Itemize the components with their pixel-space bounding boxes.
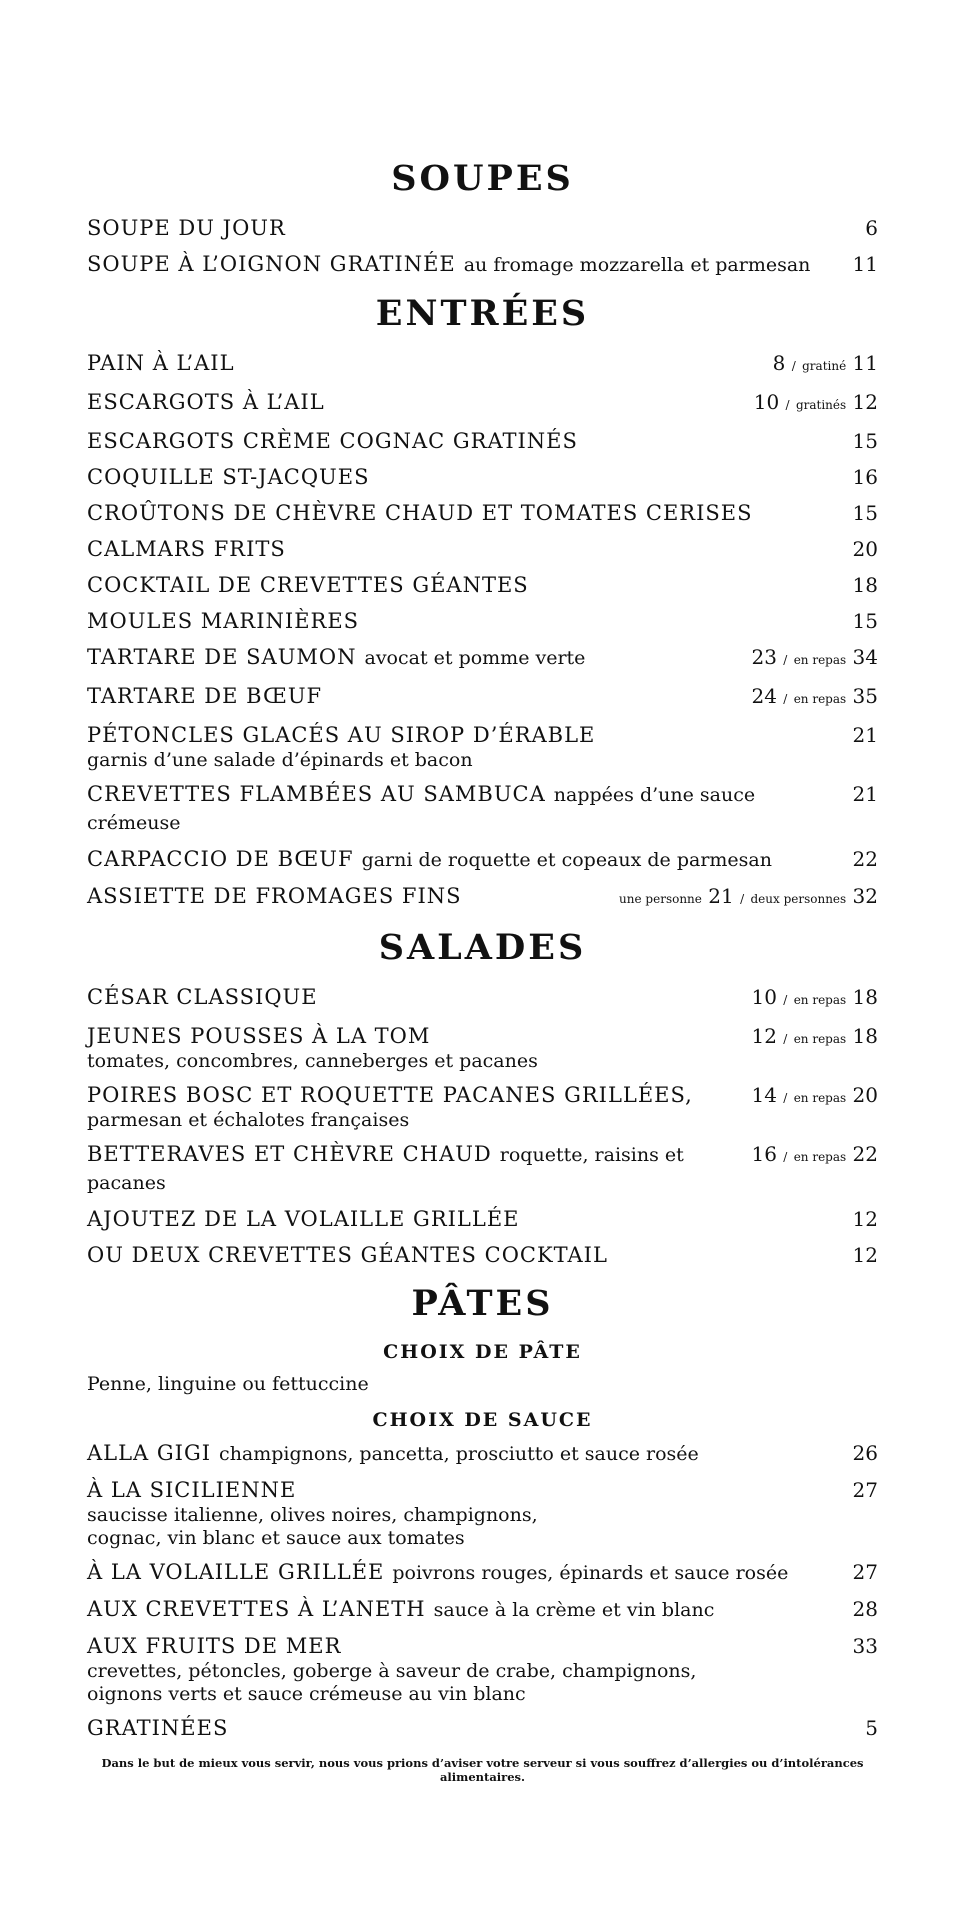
price-base: 21 xyxy=(708,884,734,908)
menu-item xyxy=(87,1558,878,1587)
price-separator: / xyxy=(740,892,745,906)
item-subdescription: cognac, vin blanc et sauce aux tomates xyxy=(87,1527,465,1549)
menu-item xyxy=(87,607,878,635)
item-name: AUX FRUITS DE MER xyxy=(87,1634,342,1658)
price-separator: / xyxy=(785,398,790,412)
item-name: ESCARGOTS À L’AIL xyxy=(87,390,325,414)
item-name: SOUPE À L’OIGNON GRATINÉE xyxy=(87,252,456,276)
price-alt: 12 xyxy=(852,390,878,414)
price-alt: 34 xyxy=(852,645,878,669)
item-price: 15 xyxy=(852,609,878,633)
item-name: À LA VOLAILLE GRILLÉE xyxy=(87,1560,385,1584)
menu-item xyxy=(87,780,878,837)
item-name: SOUPE DU JOUR xyxy=(87,216,286,240)
item-subdescription: crevettes, pétoncles, goberge à saveur de crabe, champignons, xyxy=(87,1660,697,1682)
item-price xyxy=(754,388,878,419)
item-name: AJOUTEZ DE LA VOLAILLE GRILLÉE xyxy=(87,1207,520,1231)
item-subdescription: garnis d’une salade d’épinards et bacon xyxy=(87,749,473,771)
section-title-pates: PÂTES xyxy=(411,1283,554,1324)
item-price xyxy=(619,882,878,913)
choix-pate-text: Penne, linguine ou fettuccine xyxy=(87,1373,369,1395)
item-name: OU DEUX CREVETTES GÉANTES COCKTAIL xyxy=(87,1243,608,1267)
item-name: MOULES MARINIÈRES xyxy=(87,609,360,633)
price-base: 10 xyxy=(751,985,777,1009)
section-salades xyxy=(87,927,878,1269)
item-description: roquette, raisins et pacanes xyxy=(87,1144,684,1194)
price-label: en repas xyxy=(793,1091,847,1105)
price-separator: / xyxy=(783,1032,788,1046)
item-price xyxy=(751,1081,878,1112)
item-price: 12 xyxy=(852,1207,878,1231)
price-alt: 35 xyxy=(852,684,878,708)
item-name: TARTARE DE SAUMON xyxy=(87,645,357,669)
price-alt: 11 xyxy=(852,351,878,375)
menu-item xyxy=(87,721,878,772)
price-label: gratiné xyxy=(802,359,847,373)
menu-item xyxy=(87,643,878,674)
menu-item xyxy=(87,1241,878,1269)
item-price xyxy=(751,643,878,674)
item-price: 11 xyxy=(852,252,878,276)
item-name: ASSIETTE DE FROMAGES FINS xyxy=(87,884,462,908)
item-name: COCKTAIL DE CREVETTES GÉANTES xyxy=(87,573,529,597)
menu-item xyxy=(87,349,878,380)
menu-item xyxy=(87,1022,878,1073)
price-separator: / xyxy=(783,653,788,667)
price-label: en repas xyxy=(793,1150,847,1164)
item-name: PÉTONCLES GLACÉS AU SIROP D’ÉRABLE xyxy=(87,723,596,747)
section-soupes xyxy=(87,158,878,279)
item-price: 18 xyxy=(852,573,878,597)
item-price: 15 xyxy=(852,501,878,525)
item-description: nappées d’une sauce crémeuse xyxy=(87,784,756,834)
menu-item xyxy=(87,1714,878,1742)
item-subdescription: saucisse italienne, olives noires, champignons, xyxy=(87,1504,538,1526)
price-alt: 18 xyxy=(852,1024,878,1048)
choix-sauce-heading: CHOIX DE SAUCE xyxy=(372,1409,593,1431)
price-separator: / xyxy=(783,1091,788,1105)
price-label: gratinés xyxy=(795,398,847,412)
price-separator: / xyxy=(783,993,788,1007)
price-alt: 22 xyxy=(852,1142,878,1166)
price-separator: / xyxy=(791,359,796,373)
item-price: 5 xyxy=(865,1716,878,1740)
price-label: en repas xyxy=(793,692,847,706)
menu-item xyxy=(87,214,878,242)
item-price: 15 xyxy=(852,429,878,453)
price-base: 10 xyxy=(753,390,780,414)
menu-item xyxy=(87,983,878,1014)
menu-item xyxy=(87,427,878,455)
price-alt: 20 xyxy=(852,1083,878,1107)
item-name: JEUNES POUSSES À LA TOM xyxy=(87,1024,431,1048)
item-price xyxy=(751,983,878,1014)
price-label: deux personnes xyxy=(750,892,847,906)
menu-item xyxy=(87,682,878,713)
menu-item xyxy=(87,882,878,913)
price-base: 23 xyxy=(751,645,777,669)
item-subdescription: tomates, concombres, canneberges et pacanes xyxy=(87,1050,538,1072)
item-price: 16 xyxy=(852,465,878,489)
item-name: COQUILLE ST-JACQUES xyxy=(87,465,370,489)
item-name: PAIN À L’AIL xyxy=(87,351,235,375)
price-label: en repas xyxy=(793,1032,847,1046)
menu-item xyxy=(87,1140,878,1197)
item-price: 21 xyxy=(852,782,878,806)
item-subdescription: oignons verts et sauce crémeuse au vin blanc xyxy=(87,1683,526,1705)
item-price: 22 xyxy=(852,847,878,871)
item-price: 20 xyxy=(852,537,878,561)
price-separator: / xyxy=(783,692,788,706)
item-price: 12 xyxy=(852,1243,878,1267)
allergy-footnote: Dans le but de mieux vous servir, nous vous prions d’aviser votre serveur si vous souffrez d’allergies ou d’intolérances alimentaires. xyxy=(101,1756,864,1784)
item-name: CROÛTONS DE CHÈVRE CHAUD ET TOMATES CERISES xyxy=(87,501,753,525)
item-price: 33 xyxy=(852,1634,878,1658)
item-name: CREVETTES FLAMBÉES AU SAMBUCA xyxy=(87,782,546,806)
menu-item xyxy=(87,250,878,279)
price-base: 24 xyxy=(751,684,777,708)
item-name: CÉSAR CLASSIQUE xyxy=(87,985,318,1009)
choix-pate-heading: CHOIX DE PÂTE xyxy=(383,1341,582,1363)
menu-item xyxy=(87,845,878,874)
menu-content xyxy=(87,158,878,1784)
item-price xyxy=(751,1140,878,1171)
item-name: GRATINÉES xyxy=(87,1716,229,1740)
section-title-soupes: SOUPES xyxy=(391,158,574,199)
section-pates xyxy=(87,1283,878,1742)
price-base: 8 xyxy=(772,351,786,375)
item-price xyxy=(751,682,878,713)
item-description: poivrons rouges, épinards et sauce rosée xyxy=(392,1562,789,1584)
menu-item xyxy=(87,1632,878,1706)
item-description: au fromage mozzarella et parmesan xyxy=(463,254,811,276)
menu-item xyxy=(87,1205,878,1233)
item-name: TARTARE DE BŒUF xyxy=(87,684,323,708)
menu-item xyxy=(87,1476,878,1550)
item-price: 26 xyxy=(852,1441,878,1465)
menu-item xyxy=(87,1595,878,1624)
menu-item xyxy=(87,571,878,599)
item-price: 28 xyxy=(852,1597,878,1621)
menu-item xyxy=(87,388,878,419)
price-label: une personne xyxy=(619,892,702,906)
item-description: champignons, pancetta, prosciutto et sauce rosée xyxy=(219,1443,699,1465)
item-name: CALMARS FRITS xyxy=(87,537,286,561)
menu-item xyxy=(87,499,878,527)
menu-item xyxy=(87,535,878,563)
item-name: POIRES BOSC ET ROQUETTE PACANES GRILLÉES, xyxy=(87,1083,693,1107)
price-alt: 18 xyxy=(852,985,878,1009)
item-description: sauce à la crème et vin blanc xyxy=(433,1599,715,1621)
item-name: ALLA GIGI xyxy=(87,1441,212,1465)
menu-item xyxy=(87,1439,878,1468)
item-name: À LA SICILIENNE xyxy=(87,1478,297,1502)
price-base: 14 xyxy=(751,1083,777,1107)
section-entrees xyxy=(87,293,878,913)
menu-item xyxy=(87,1081,878,1132)
item-price xyxy=(751,1022,878,1053)
price-label: en repas xyxy=(793,653,847,667)
price-label: en repas xyxy=(793,993,847,1007)
item-description: avocat et pomme verte xyxy=(364,647,586,669)
price-base: 12 xyxy=(751,1024,777,1048)
price-base: 16 xyxy=(751,1142,777,1166)
price-separator: / xyxy=(783,1150,788,1164)
item-price: 6 xyxy=(865,216,878,240)
item-name: BETTERAVES ET CHÈVRE CHAUD xyxy=(87,1142,492,1166)
section-title-salades: SALADES xyxy=(378,927,587,968)
item-price xyxy=(773,349,878,380)
item-price: 27 xyxy=(852,1478,878,1502)
item-name: AUX CREVETTES À L’ANETH xyxy=(87,1597,426,1621)
item-price: 21 xyxy=(852,723,878,747)
item-name: CARPACCIO DE BŒUF xyxy=(87,847,354,871)
section-title-entrees: ENTRÉES xyxy=(375,293,590,334)
item-name: ESCARGOTS CRÈME COGNAC GRATINÉS xyxy=(87,429,578,453)
price-alt: 32 xyxy=(852,884,878,908)
item-price: 27 xyxy=(852,1560,878,1584)
item-description: garni de roquette et copeaux de parmesan xyxy=(361,849,772,871)
menu-item xyxy=(87,463,878,491)
item-subdescription: parmesan et échalotes françaises xyxy=(87,1109,410,1131)
